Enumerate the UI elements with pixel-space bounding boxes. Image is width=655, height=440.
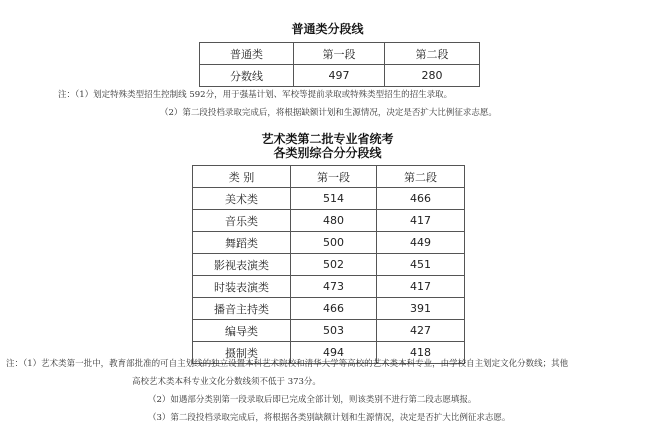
header-cell: 第一段 [294,43,385,65]
score-cell: 480 [291,210,377,232]
section2-note-1-cont: 高校艺术类本科专业文化分数线须不低于 373分。 [132,377,321,387]
score-cell: 466 [291,298,377,320]
section1-note-2: （2）第二段投档录取完成后，将根据缺额计划和生源情况，决定是否扩大比例征求志愿。 [160,108,497,118]
category-cell: 舞蹈类 [193,232,291,254]
header-cell: 第二段 [385,43,480,65]
section1-note-1: 注：（1）划定特殊类型招生控制线 592分，用于强基计划、军校等提前录取或特殊类型招生的招生录取。 [58,90,453,100]
score-cell: 280 [385,65,480,87]
score-cell: 502 [291,254,377,276]
category-cell: 编导类 [193,320,291,342]
table-row [200,65,480,87]
row-label: 分数线 [200,65,294,87]
table-row [193,254,465,276]
score-cell: 418 [377,342,465,364]
table-row [193,298,465,320]
score-cell: 451 [377,254,465,276]
score-cell: 417 [377,210,465,232]
section2-note-1: 注：（1）艺术类第一批中，教育部批准的可自主划线的独立设置本科艺术院校和清华大学等高校的艺术类本科专业，由学校自主划定文化分数线；其他 [6,359,569,369]
section2-note-3: （3）第二段投档录取完成后，将根据各类别缺额计划和生源情况，决定是否扩大比例征求志愿。 [148,413,511,423]
header-cell: 第二段 [377,166,465,188]
table-row [193,320,465,342]
section2-title-line2: 各类别综合分分段线 [273,146,382,160]
category-cell: 美术类 [193,188,291,210]
score-cell: 494 [291,342,377,364]
header-cell: 普通类 [200,43,294,65]
header-cell: 第一段 [291,166,377,188]
score-cell: 500 [291,232,377,254]
score-cell: 466 [377,188,465,210]
header-cell: 类 别 [193,166,291,188]
category-cell: 播音主持类 [193,298,291,320]
score-cell: 497 [294,65,385,87]
table-row [193,232,465,254]
score-cell: 449 [377,232,465,254]
category-cell: 时装表演类 [193,276,291,298]
category-cell: 影视表演类 [193,254,291,276]
score-cell: 503 [291,320,377,342]
score-cell: 391 [377,298,465,320]
score-cell: 417 [377,276,465,298]
score-cell: 514 [291,188,377,210]
score-cell: 427 [377,320,465,342]
table-header-row [200,43,480,65]
table-row [193,188,465,210]
section1-title: 普通类分段线 [291,22,364,36]
section2-title-line1: 艺术类第二批专业省统考 [261,132,394,146]
table-row [193,276,465,298]
table-header-row [193,166,465,188]
category-cell: 音乐类 [193,210,291,232]
table-row [193,210,465,232]
section2-note-2: （2）如遇部分类别第一段录取后即已完成全部计划，则该类别不进行第二段志愿填报。 [148,395,477,405]
category-cell: 摄制类 [193,342,291,364]
art-cutoff-table [192,165,465,364]
general-cutoff-table [199,42,480,87]
score-cell: 473 [291,276,377,298]
